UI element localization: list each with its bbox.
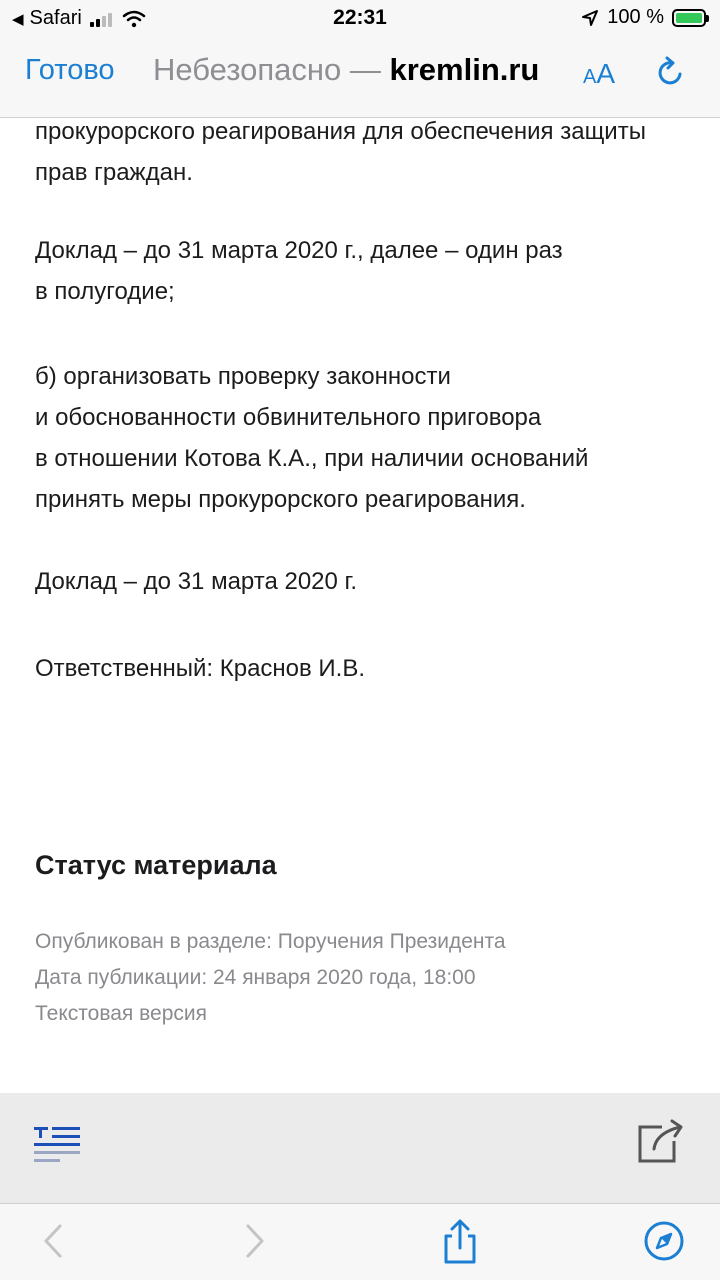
battery-icon	[672, 9, 706, 27]
text-line: Доклад – до 31 марта 2020 г.	[35, 568, 358, 595]
status-bar	[0, 0, 720, 38]
done-button[interactable]: Готово	[25, 54, 115, 86]
back-app-label[interactable]: Safari	[29, 7, 82, 29]
text-line: Ответственный: Краснов И.В.	[35, 655, 366, 682]
safari-address-bar	[0, 38, 720, 118]
browser-toolbar	[0, 1203, 720, 1280]
status-heading: Статус материала	[35, 850, 277, 880]
text-size-button[interactable]	[583, 58, 615, 90]
text-line: б) организовать проверку законности	[35, 363, 451, 390]
text-version-link[interactable]: Текстовая версия	[35, 1002, 207, 1025]
text-size-big-label: A	[596, 58, 616, 89]
text-line: и обоснованности обвинительного приговора	[35, 404, 542, 431]
text-line: в полугодие;	[35, 278, 175, 305]
paragraph-3	[35, 356, 695, 520]
clock: 22:31	[333, 6, 387, 29]
paragraph-4	[35, 561, 695, 602]
text-size-small-label: A	[583, 66, 597, 88]
reload-icon[interactable]	[654, 55, 688, 89]
forward-chevron-icon[interactable]	[232, 1218, 278, 1264]
text-line: прав граждан.	[35, 159, 193, 186]
publication-date: Дата публикации: 24 января 2020 года, 18:00	[35, 966, 476, 989]
back-to-app-icon[interactable]: ◀	[12, 10, 24, 28]
status-right	[581, 6, 706, 29]
text-line: Доклад – до 31 марта 2020 г., далее – один раз	[35, 237, 563, 264]
text-line: в отношении Котова К.А., при наличии оснований	[35, 445, 589, 472]
domain-label: kremlin.ru	[389, 52, 540, 87]
text-list-icon[interactable]	[34, 1127, 82, 1163]
published-section-link[interactable]: Опубликован в разделе: Поручения Президента	[35, 930, 506, 953]
insecure-label: Небезопасно —	[153, 52, 381, 87]
compass-icon[interactable]	[641, 1218, 687, 1264]
page-action-bar	[0, 1093, 720, 1203]
text-line: прокурорского реагирования для обеспечения защиты	[35, 118, 646, 145]
share-page-icon[interactable]	[636, 1115, 686, 1165]
paragraph-2	[35, 230, 695, 312]
paragraph-1	[35, 111, 695, 193]
address-display[interactable]	[153, 52, 539, 88]
location-arrow-icon	[581, 9, 599, 27]
battery-percent: 100 %	[607, 6, 664, 28]
back-chevron-icon[interactable]	[30, 1218, 76, 1264]
paragraph-5	[35, 648, 695, 689]
share-icon[interactable]	[437, 1218, 483, 1264]
text-line: принять меры прокурорского реагирования.	[35, 486, 526, 513]
